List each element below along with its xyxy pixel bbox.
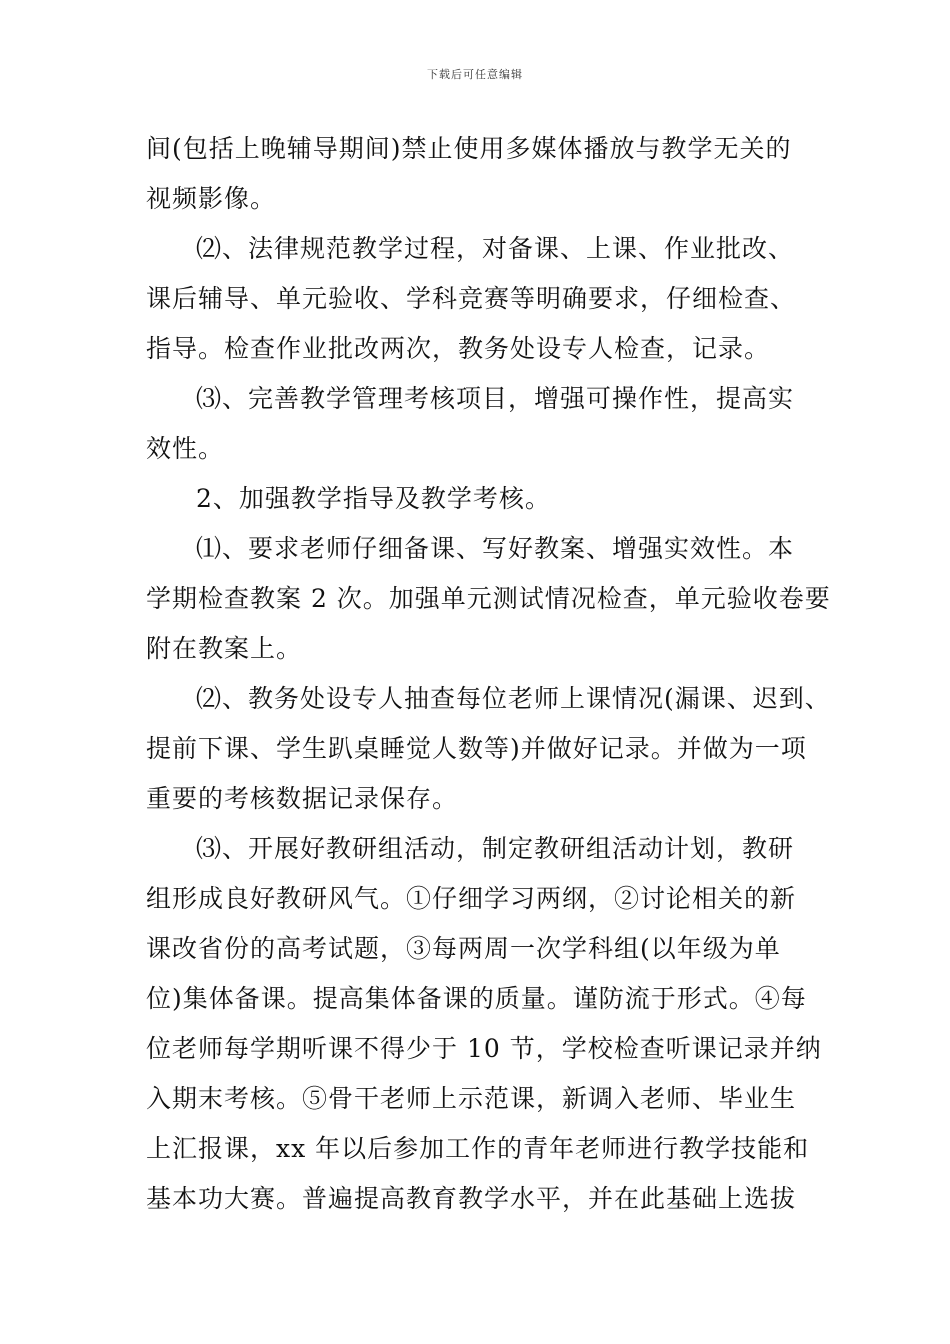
text-line: 附在教案上。 (146, 634, 303, 663)
text-line: ⑵、教务处设专人抽查每位老师上课情况(漏课、迟到、 (196, 684, 831, 713)
text-line: 间(包括上晚辅导期间)禁止使用多媒体播放与教学无关的 (146, 134, 792, 163)
text-line: 效性。 (146, 434, 225, 463)
text-line: 提前下课、学生趴桌睡觉人数等)并做好记录。并做为一项 (146, 734, 807, 763)
body-text (146, 127, 831, 1227)
text-line: 视频影像。 (146, 184, 277, 213)
text-line: 上汇报课，xx 年以后参加工作的青年老师进行教学技能和 (146, 1134, 810, 1163)
text-line: ⑴、要求老师仔细备课、写好教案、增强实效性。本 (196, 534, 795, 563)
text-line: ⑶、开展好教研组活动，制定教研组活动计划，教研 (196, 834, 795, 863)
text-line: 学期检查教案 2 次。加强单元测试情况检查，单元验收卷要 (146, 584, 831, 613)
text-line: 指导。检查作业批改两次，教务处设专人检查，记录。 (146, 334, 771, 363)
text-line: 基本功大赛。普遍提高教育教学水平，并在此基础上选拔 (146, 1184, 797, 1213)
text-line: 入期末考核。⑤骨干老师上示范课，新调入老师、毕业生 (146, 1084, 797, 1113)
text-line: 课改省份的高考试题，③每两周一次学科组(以年级为单 (146, 934, 781, 963)
text-line: 位老师每学期听课不得少于 10 节，学校检查听课记录并纳 (146, 1034, 822, 1063)
text-line: ⑶、完善教学管理考核项目，增强可操作性，提高实 (196, 384, 795, 413)
text-line: 位)集体备课。提高集体备课的质量。谨防流于形式。④每 (146, 984, 807, 1013)
page-header: 下载后可任意编辑 (427, 68, 523, 81)
text-line: 2、加强教学指导及教学考核。 (196, 484, 551, 513)
text-line: ⑵、法律规范教学过程，对备课、上课、作业批改、 (196, 234, 795, 263)
text-line: 重要的考核数据记录保存。 (146, 784, 459, 813)
text-line: 组形成良好教研风气。①仔细学习两纲，②讨论相关的新 (146, 884, 797, 913)
text-line: 课后辅导、单元验收、学科竞赛等明确要求，仔细检查、 (146, 284, 797, 313)
